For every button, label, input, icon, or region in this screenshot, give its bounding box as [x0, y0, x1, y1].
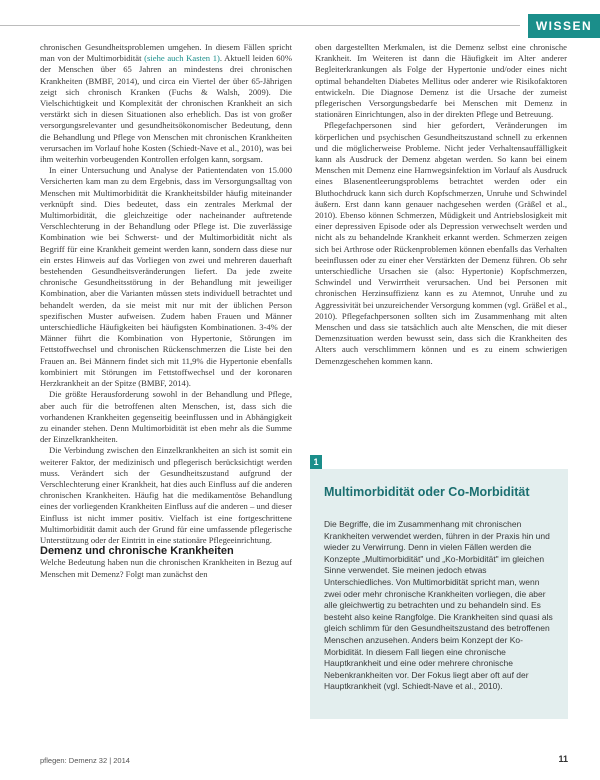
paragraph [40, 42, 292, 165]
section-tab: WISSEN [528, 14, 600, 38]
paragraph: Pflegefachpersonen sind hier gefordert, Veränderungen im körperlichen und psychischen Gesundheitszustand schnell zu erkennen und die möglicherweise Probleme. Nicht jeder Verhaltensauffälligkeit kann als Ausdruck der Demenz abgetan werden. So kann bei einem Menschen mit Demenz eine Harnwegsinfektion im Vorlauf als Ausdruck eines Blasenentleerungsproblems betrachtet werden oder ein Bluthochdruck kann sich durch Kopfschmerzen, Unruhe und Schwindel äußern. Erst dann kann genauer nachgesehen werden (Gräßel et al., 2010). Ebenso können Schmerzen, Müdigkeit und Antriebslosigkeit mit einer depressiven Episode oder als Depression verwechselt werden und nicht als zu behandelnde Krankheit erkannt werden. Schmerzen zeigen sich bei Arthrose oder Rückenproblemen können ebenfalls das Verhalten beeinflussen oder zu einer eher Verstärkten der Demenz führen. Ob sehr unterschiedliche Ursachen sie (also: Hypertonie) Kopfschmerzen, Schwindel und Verwirrtheit verursachen. Und bei Personen mit chronischen Herzinsuffizienz kann es zu Atemnot, Unruhe und zu Aggressivität bei unzureichender Versorgung kommen (vgl. Gräßel et al., 2010). Pflegefachpersonen sollten sich im Zusammenhang mit alten Menschen und dass sie tatsächlich auch alte Menschen, die mit dieser Demenzsituation werden bewusst sein, dass sich die Krankheiten des Alters auch verschlimmern können und es zu einem schwierigen Demenzgeschehen kommen kann. [315, 120, 567, 366]
paragraph-text: . Aktuell leiden 60% der Menschen über 65 Jahren an mindestens drei chronischen Krankheiten (BMBF, 2014), und circa ein Viertel der über 65-Jährigen zeigt sich chronisch Kranken (Fuchs & Walsh, 2009). Die Vielschichtigkeit und Komplexität der chronischen Krankheit an sich verstärkt sich in diesen Situationen also erheblich. Das ist von großer versorgungsrelevanter und gesundheitsökonomischer Bedeutung, denn die Behandlung und Pflege von Menschen mit chronischen Krankheiten verursachen im Vorlauf hohe Kosten (Schiedt-Nave et al., 2010), was bei ihm weiterhin vorbeugenden Kontrollen erfolgen kann, sorgsam. [40, 53, 292, 165]
header-rule [0, 25, 520, 26]
section-heading: Demenz und chronische Krankheiten [40, 545, 234, 558]
page-number: 11 [558, 754, 568, 764]
footer-journal: pflegen: Demenz 32 | 2014 [40, 756, 130, 765]
paragraph: oben dargestellten Merkmalen, ist die Demenz selbst eine chronische Krankheit. Im Weiteren ist dann die Häufigkeit im Alter anderer Begleiterkrankungen als Folge der Hypertonie und/oder eines nicht optimal behandelten Diabetes Mellitus oder anderer wie Risikofaktoren entwickeln. Die Diagnose Demenz ist die Ursache der zumeist pflegerischen Versorgungsbedarfe bei Menschen mit Demenz in stationären Einrichtungen, also in der direkten Pflege und Betreuung. [315, 42, 567, 120]
paragraph-text: chronischen Gesundheitsproblemen umgehen. In diesem Fällen spricht man von der Multimorbidität [40, 42, 292, 64]
right-column [315, 42, 567, 367]
info-box [310, 469, 568, 719]
box-reference-link[interactable]: (siehe auch Kasten 1) [144, 53, 220, 64]
paragraph: Welche Bedeutung haben nun die chronischen Krankheiten in Bezug auf Menschen mit Demenz? Folgt man zunächst den [40, 557, 292, 579]
left-column [40, 42, 292, 580]
info-box-title: Multimorbidität oder Co-Morbidität [324, 485, 530, 499]
paragraph: Die Verbindung zwischen den Einzelkrankheiten an sich ist somit ein weiterer Faktor, der medizinisch und pflegerisch berücksichtigt werden muss. Verändert sich der Gesundheitszustand aufgrund der Verschlechterung einer Krankheit, hat dies auch Einfluss auf die anderen chronischen Krankheiten. Häufig hat die medikamentöse Behandlung eines der vorliegenden Krankheiten Einfluss auf die anderen – und dieser Einfluss ist nicht immer positiv. Vielfach ist eine fortgeschrittene Multimorbidität damit auch der Grund für eine umfassende pflegerische Unterstützung oder der Eintritt in eine stationäre Pflegeeinrichtung. [40, 445, 292, 545]
box-number-badge: 1 [310, 455, 322, 469]
paragraph: In einer Untersuchung und Analyse der Patientendaten von 15.000 Versicherten kam man zu dem Ergebnis, dass im Versorgungsalltag von Menschen mit Multimorbidität die Krankheitsbilder häufig miteinander verknüpft sind. Dies bedeutet, dass ein zentrales Merkmal der Multimorbidität, die gleichzeitige oder nacheinander auftretende Verschlechterung in der Behandlung oder Pflege ist. Die zuverlässige Kombination wie bei Schwerst- und der Multimorbidität nicht als Begriff für eine Krankheit gemeint werden kann, sondern dass diese nur ein erstes Hinweis auf das Vorliegen von zwei und mehreren dauerhaft bestehenden Gesundheitsveränderungen liefert. Da jede zweite chronische Gesundheitsstörung in der Behandlung mit jeweiliger Kombination, aber die Varianten müssen stets individuell betrachtet und behandelt werden, da sie meist mit nur mit der üblichen Person spezifischen Muster aufweisen. Zudem haben Frauen und Männer unterschiedliche Häufigkeiten bei häufigsten Kombinationen. 3-4% der Männer führt die Kombination von Hypertonie, Störungen im Fettstoffwechsel und chronischen Rückenschmerzen die Liste bei den Frauen an. Bei Männern findet sich mit 11,9% die Hypertonie ebenfalls kombiniert mit Störungen im Fettstoffwechsel und der koronaren Herzkrankheit an der Spitze (BMBF, 2014). [40, 165, 292, 389]
paragraph: Die größte Herausforderung sowohl in der Behandlung und Pflege, aber auch für die betroffenen alten Menschen, ist, dass sich die vorhandenen Krankheiten gegenseitig beeinflussen und in Abhängigkeit zu einander stehen. Denn Multimorbidität ist eben mehr als die Summe der Einzelkrankheiten. [40, 389, 292, 445]
info-box-text: Die Begriffe, die im Zusammenhang mit chronischen Krankheiten verwendet werden, führen in der Praxis hin und wieder zu Verwirrung. Denn in vielen Fällen werden die Konzepte „Multimorbidität" und „Ko-Morbidität" im gleichen Sinne verwendet. Sie meinen jedoch etwas Unterschiedliches. Von Multimorbidität spricht man, wenn zwei oder mehr chronische Krankheiten vorliegen, die aber alle gleichwertig zu betrachten und zu behandeln sind. Es besteht also keine Rangfolge. Die Krankheiten sind quasi als gleich schlimm für den Gesundheitszustand des betroffenen Menschen anzusehen. Anders beim Konzept der Ko-Morbidität. In diesem Fall liegen eine chronische Hauptkrankheit und eine oder mehrere chronische Nebenkrankheiten vor. Der Fokus liegt aber oft auf der Hauptkrankheit (vgl. Schiedt-Nave et al., 2010). [324, 519, 553, 692]
